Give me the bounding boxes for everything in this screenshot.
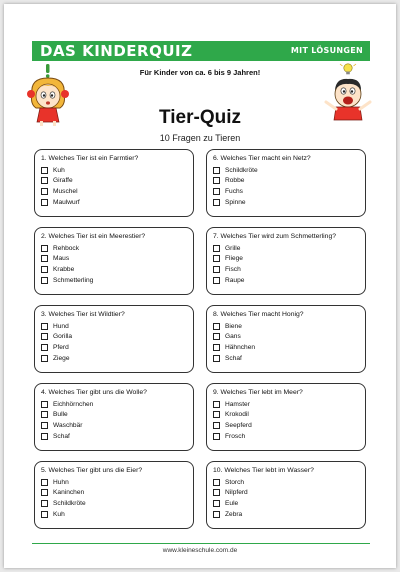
worksheet-page bbox=[4, 4, 396, 568]
checkbox[interactable] bbox=[213, 277, 220, 284]
answer-option[interactable] bbox=[41, 399, 193, 410]
answer-label: Eule bbox=[225, 499, 239, 507]
answer-label: Zebra bbox=[225, 510, 243, 518]
question-text: 6. Welches Tier macht ein Netz? bbox=[213, 155, 311, 162]
question-card-4 bbox=[34, 383, 194, 451]
answer-label: Hund bbox=[53, 322, 69, 330]
answer-label: Grille bbox=[225, 244, 241, 252]
answer-label: Seepferd bbox=[225, 421, 252, 429]
checkbox[interactable] bbox=[41, 411, 48, 418]
answer-option[interactable] bbox=[213, 186, 365, 197]
answer-option[interactable] bbox=[41, 321, 193, 332]
checkbox[interactable] bbox=[41, 266, 48, 273]
answer-option[interactable] bbox=[213, 353, 365, 364]
answer-label: Rehbock bbox=[53, 244, 80, 252]
answer-option[interactable] bbox=[213, 498, 365, 509]
answer-option[interactable] bbox=[41, 420, 193, 431]
answer-option[interactable] bbox=[213, 321, 365, 332]
checkbox[interactable] bbox=[41, 245, 48, 252]
answer-option[interactable] bbox=[41, 254, 193, 265]
answer-label: Frosch bbox=[225, 432, 246, 440]
answer-option[interactable] bbox=[41, 488, 193, 499]
checkbox[interactable] bbox=[213, 422, 220, 429]
checkbox[interactable] bbox=[41, 401, 48, 408]
answer-option[interactable] bbox=[213, 197, 365, 208]
checkbox[interactable] bbox=[213, 500, 220, 507]
answer-option[interactable] bbox=[41, 353, 193, 364]
answer-label: Fliege bbox=[225, 255, 243, 263]
answer-label: Schildkröte bbox=[53, 499, 86, 507]
answer-option[interactable] bbox=[213, 264, 365, 275]
answer-label: Fuchs bbox=[225, 187, 243, 195]
question-card-2 bbox=[34, 227, 194, 295]
checkbox[interactable] bbox=[213, 245, 220, 252]
checkbox[interactable] bbox=[213, 511, 220, 518]
answer-label: Fisch bbox=[225, 265, 241, 273]
checkbox[interactable] bbox=[213, 199, 220, 206]
answer-option[interactable] bbox=[41, 509, 193, 520]
question-text: 2. Welches Tier ist ein Meerestier? bbox=[41, 233, 146, 240]
answer-option[interactable] bbox=[41, 176, 193, 187]
checkbox[interactable] bbox=[213, 479, 220, 486]
answer-option[interactable] bbox=[213, 254, 365, 265]
question-text: 7. Welches Tier wird zum Schmetterling? bbox=[213, 233, 337, 240]
question-card-5 bbox=[34, 461, 194, 529]
answer-label: Waschbär bbox=[53, 421, 83, 429]
answer-label: Hamster bbox=[225, 400, 250, 408]
checkbox[interactable] bbox=[213, 355, 220, 362]
answer-option[interactable] bbox=[41, 431, 193, 442]
lightbulb-icon bbox=[340, 64, 356, 75]
checkbox[interactable] bbox=[41, 277, 48, 284]
answer-option[interactable] bbox=[213, 410, 365, 421]
checkbox[interactable] bbox=[41, 333, 48, 340]
footer-divider bbox=[32, 543, 370, 544]
answer-label: Hähnchen bbox=[225, 343, 256, 351]
answer-label: Kaninchen bbox=[53, 489, 85, 497]
answer-option[interactable] bbox=[41, 498, 193, 509]
answer-label: Muschel bbox=[53, 187, 78, 195]
answer-label: Maulwurf bbox=[53, 198, 80, 206]
answer-option[interactable] bbox=[41, 186, 193, 197]
checkbox[interactable] bbox=[41, 433, 48, 440]
answer-option[interactable] bbox=[213, 243, 365, 254]
answer-label: Bulle bbox=[53, 411, 68, 419]
answer-label: Schaf bbox=[53, 432, 70, 440]
checkbox[interactable] bbox=[41, 344, 48, 351]
exclamation-icon bbox=[46, 64, 50, 78]
checkbox[interactable] bbox=[41, 500, 48, 507]
answer-label: Gorilla bbox=[53, 333, 73, 341]
answer-label: Krokodil bbox=[225, 411, 249, 419]
answer-option[interactable] bbox=[41, 342, 193, 353]
checkbox[interactable] bbox=[41, 479, 48, 486]
checkbox[interactable] bbox=[213, 266, 220, 273]
question-card-7 bbox=[206, 227, 366, 295]
answer-option[interactable] bbox=[213, 399, 365, 410]
checkbox[interactable] bbox=[213, 344, 220, 351]
answer-option[interactable] bbox=[41, 264, 193, 275]
checkbox[interactable] bbox=[41, 489, 48, 496]
checkbox[interactable] bbox=[41, 355, 48, 362]
question-text: 8. Welches Tier macht Honig? bbox=[213, 311, 304, 318]
checkbox[interactable] bbox=[41, 199, 48, 206]
question-text: 5. Welches Tier gibt uns die Eier? bbox=[41, 467, 143, 474]
checkbox[interactable] bbox=[213, 255, 220, 262]
checkbox[interactable] bbox=[213, 401, 220, 408]
answer-option[interactable] bbox=[41, 275, 193, 286]
question-text: 10. Welches Tier lebt im Wasser? bbox=[213, 467, 314, 474]
question-card-9 bbox=[206, 383, 366, 451]
age-subtitle: Für Kinder von ca. 6 bis 9 Jahren! bbox=[139, 68, 261, 77]
answer-label: Raupe bbox=[225, 276, 245, 284]
answer-option[interactable] bbox=[213, 431, 365, 442]
answer-label: Schmetterling bbox=[53, 276, 94, 284]
answer-option[interactable] bbox=[41, 332, 193, 343]
checkbox[interactable] bbox=[213, 433, 220, 440]
checkbox[interactable] bbox=[41, 255, 48, 262]
checkbox[interactable] bbox=[41, 177, 48, 184]
question-text: 3. Welches Tier ist Wildtier? bbox=[41, 311, 125, 318]
answer-option[interactable] bbox=[41, 243, 193, 254]
checkbox[interactable] bbox=[213, 411, 220, 418]
checkbox[interactable] bbox=[213, 177, 220, 184]
checkbox[interactable] bbox=[213, 333, 220, 340]
answer-label: Kuh bbox=[53, 510, 65, 518]
checkbox[interactable] bbox=[213, 489, 220, 496]
banner-title: DAS KINDERQUIZ bbox=[40, 42, 193, 60]
quiz-title: Tier-Quiz bbox=[159, 107, 241, 128]
answer-label: Storch bbox=[225, 478, 245, 486]
answer-label: Huhn bbox=[53, 478, 69, 486]
answer-option[interactable] bbox=[213, 165, 365, 176]
checkbox[interactable] bbox=[41, 422, 48, 429]
checkbox[interactable] bbox=[213, 323, 220, 330]
header-banner bbox=[32, 41, 370, 61]
answer-option[interactable] bbox=[41, 477, 193, 488]
answer-label: Schaf bbox=[225, 354, 242, 362]
checkbox[interactable] bbox=[41, 167, 48, 174]
question-card-1 bbox=[34, 149, 194, 217]
question-card-6 bbox=[206, 149, 366, 217]
question-text: 1. Welches Tier ist ein Farmtier? bbox=[41, 155, 139, 162]
banner-badge: MIT LÖSUNGEN bbox=[290, 46, 363, 55]
checkbox[interactable] bbox=[41, 188, 48, 195]
question-card-3 bbox=[34, 305, 194, 373]
checkbox[interactable] bbox=[213, 188, 220, 195]
answer-label: Eichhörnchen bbox=[53, 400, 94, 408]
answer-label: Pferd bbox=[53, 343, 69, 351]
answer-label: Robbe bbox=[225, 177, 245, 185]
answer-label: Ziege bbox=[53, 354, 70, 362]
answer-option[interactable] bbox=[213, 176, 365, 187]
quiz-subheading: 10 Fragen zu Tieren bbox=[159, 133, 241, 143]
answer-option[interactable] bbox=[213, 477, 365, 488]
checkbox[interactable] bbox=[213, 167, 220, 174]
question-text: 9. Welches Tier lebt im Meer? bbox=[213, 389, 303, 396]
footer-url[interactable]: www.kleineschule.com.de bbox=[162, 547, 238, 554]
answer-label: Schildkröte bbox=[225, 166, 258, 174]
answer-option[interactable] bbox=[41, 165, 193, 176]
answer-label: Maus bbox=[53, 255, 70, 263]
answer-option[interactable] bbox=[213, 509, 365, 520]
checkbox[interactable] bbox=[41, 323, 48, 330]
answer-label: Kuh bbox=[53, 166, 65, 174]
answer-option[interactable] bbox=[213, 488, 365, 499]
question-card-8 bbox=[206, 305, 366, 373]
answer-option[interactable] bbox=[213, 275, 365, 286]
answer-option[interactable] bbox=[41, 410, 193, 421]
answer-label: Krabbe bbox=[53, 265, 75, 273]
answer-label: Giraffe bbox=[53, 177, 73, 185]
answer-label: Nilpferd bbox=[225, 489, 248, 497]
question-card-10 bbox=[206, 461, 366, 529]
answer-label: Spinne bbox=[225, 198, 246, 206]
answer-option[interactable] bbox=[213, 342, 365, 353]
question-text: 4. Welches Tier gibt uns die Wolle? bbox=[41, 389, 147, 396]
answer-option[interactable] bbox=[213, 332, 365, 343]
answer-label: Gans bbox=[225, 333, 241, 341]
answer-option[interactable] bbox=[41, 197, 193, 208]
answer-label: Biene bbox=[225, 322, 242, 330]
answer-option[interactable] bbox=[213, 420, 365, 431]
checkbox[interactable] bbox=[41, 511, 48, 518]
